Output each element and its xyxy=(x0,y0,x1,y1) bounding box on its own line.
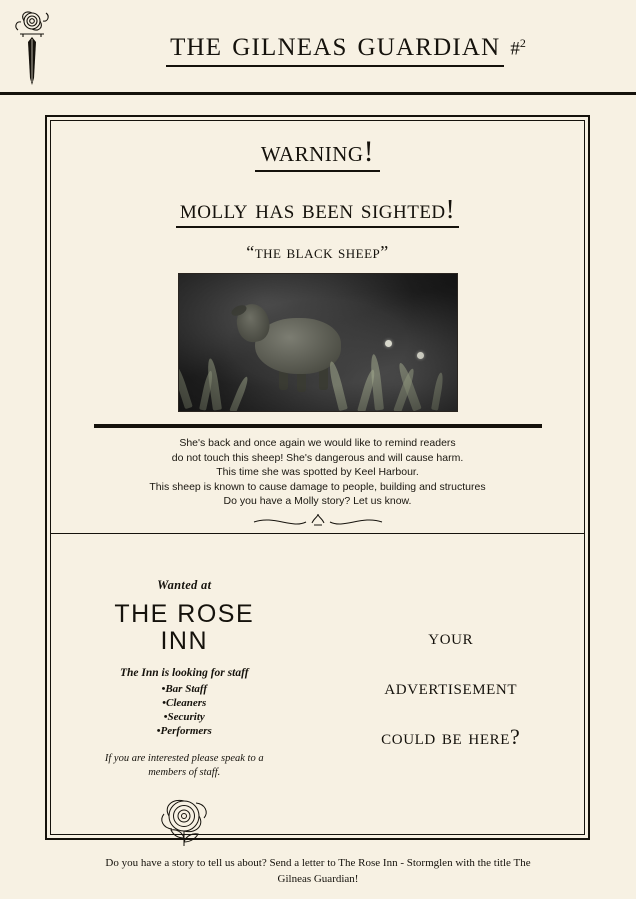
photo-vignette xyxy=(179,274,457,411)
list-item: •Security xyxy=(163,711,205,723)
warning-body-line: This sheep is known to cause damage to people, building and structures xyxy=(149,480,486,493)
rose-inn-advert xyxy=(51,534,318,834)
wanted-at-label: Wanted at xyxy=(157,578,212,592)
black-sheep-photo xyxy=(178,273,458,412)
warning-body-line: This time she was spotted by Keel Harbour. xyxy=(216,466,419,478)
footer-line2: Gilneas Guardian! xyxy=(277,873,359,885)
inn-note xyxy=(51,752,318,780)
masthead xyxy=(0,0,636,95)
list-item: •Performers xyxy=(156,725,212,737)
horizontal-rule xyxy=(94,424,542,428)
warning-heading: warning! xyxy=(255,135,380,172)
advert-section xyxy=(51,534,584,834)
warning-body xyxy=(103,436,533,509)
warning-body-line: Do you have a Molly story? Let us know. xyxy=(223,495,412,507)
inn-positions-list xyxy=(51,682,318,738)
rose-flower-icon xyxy=(151,794,217,852)
placeholder-advert[interactable] xyxy=(318,534,585,834)
warning-section xyxy=(51,121,584,533)
content-frame-inner xyxy=(50,120,585,835)
content-frame xyxy=(45,115,590,840)
rose-dagger-icon xyxy=(10,8,54,88)
ornamental-divider-icon xyxy=(248,513,388,531)
footer-line1: Do you have a story to tell us about? Send a letter to The Rose Inn - Stormglen with the title The xyxy=(105,857,531,869)
warning-nickname: “the black sheep” xyxy=(246,242,389,262)
issue-prefix: # xyxy=(510,38,520,60)
page-title: the gilneas guardian xyxy=(166,26,504,67)
issue-number xyxy=(510,36,526,66)
inn-note-line2: members of staff. xyxy=(148,767,221,778)
warning-subheading: molly has been sighted! xyxy=(176,194,459,228)
ad-line-1: your xyxy=(428,624,474,649)
warning-body-line: She's back and once again we would like to remind readers xyxy=(179,437,456,449)
inn-note-line1: If you are interested please speak to a xyxy=(104,753,264,764)
list-item: •Bar Staff xyxy=(161,683,208,695)
inn-name xyxy=(51,601,318,655)
inn-name-line1: THE ROSE xyxy=(114,600,255,628)
ad-line-2: advertisement xyxy=(384,674,518,699)
inn-name-line2: INN xyxy=(160,627,209,655)
ad-line-3: could be here? xyxy=(381,724,521,749)
warning-body-line: do not touch this sheep! She's dangerous and will cause harm. xyxy=(171,451,464,464)
footer xyxy=(60,855,576,887)
inn-subtitle: The Inn is looking for staff xyxy=(119,667,249,679)
list-item: •Cleaners xyxy=(162,697,207,709)
issue-value: 2 xyxy=(519,36,526,51)
